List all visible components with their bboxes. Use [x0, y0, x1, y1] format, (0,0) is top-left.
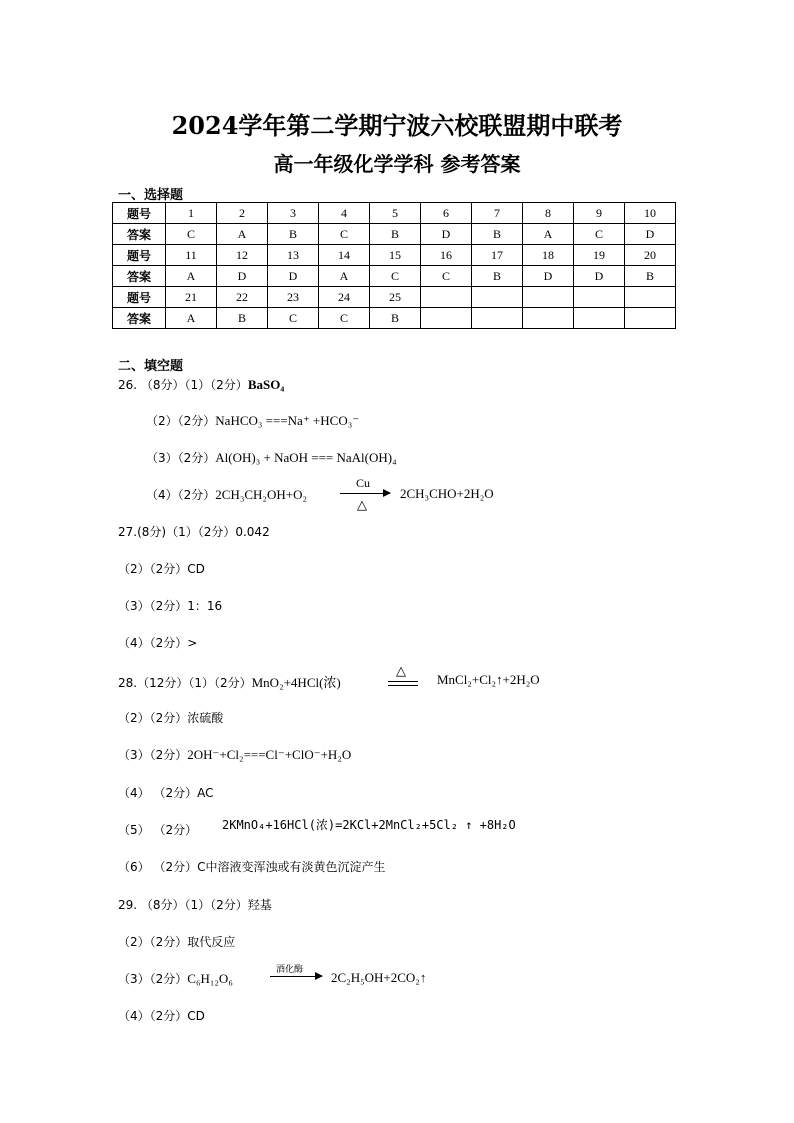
q26-l4-right: 2CH₃CHO+2H₂O	[400, 486, 494, 501]
question-number-cell: 25	[370, 287, 421, 308]
answer-cell: A	[166, 308, 217, 329]
question-number-cell: 19	[574, 245, 625, 266]
q26-l2-equation: NaHCO₃ ===Na⁺ +HCO₃⁻	[215, 413, 360, 428]
q26-answer1: BaSO₄	[247, 377, 285, 392]
page-title: 2024学年第二学期宁波六校联盟期中联考	[171, 111, 623, 140]
answer-cell: B	[217, 308, 268, 329]
question-number-cell: 16	[421, 245, 472, 266]
question-number-cell: 10	[625, 203, 676, 224]
answer-cell: C	[319, 308, 370, 329]
question-number-cell: 11	[166, 245, 217, 266]
answer-cell: C	[268, 308, 319, 329]
section-fill-heading: 二、填空题	[118, 359, 184, 374]
q26-l4-condition-bottom: △	[357, 498, 367, 513]
question-number-cell: 5	[370, 203, 421, 224]
question-number-cell	[421, 287, 472, 308]
row-header-answer: 答案	[113, 308, 166, 329]
answer-cell: D	[625, 224, 676, 245]
answer-cell: C	[421, 266, 472, 287]
page-subtitle: 高一年级化学学科 参考答案	[273, 152, 521, 176]
question-number-cell: 8	[523, 203, 574, 224]
answer-cell: B	[370, 224, 421, 245]
q28-l3-prefix: （3）（2分）	[118, 748, 188, 762]
q28-l1-condition: △	[396, 664, 406, 679]
q28-head: 28.（12分）（1）（2分）	[118, 676, 252, 690]
table-row-question-numbers	[113, 287, 676, 308]
answer-table	[112, 202, 676, 329]
question-number-cell	[574, 287, 625, 308]
answer-cell	[625, 308, 676, 329]
question-number-cell	[472, 287, 523, 308]
row-header-question: 题号	[113, 287, 166, 308]
answer-cell: B	[370, 308, 421, 329]
q26-l4-left: 2CH₃CH₂OH+O₂	[215, 487, 307, 502]
question-number-cell: 15	[370, 245, 421, 266]
answer-cell: A	[319, 266, 370, 287]
q29-line3	[118, 970, 233, 987]
answer-cell: C	[166, 224, 217, 245]
answer-cell: C	[319, 224, 370, 245]
question-number-cell	[625, 287, 676, 308]
answer-cell: D	[523, 266, 574, 287]
q26-line2	[146, 412, 359, 429]
question-number-cell: 20	[625, 245, 676, 266]
question-number-cell: 18	[523, 245, 574, 266]
question-number-cell: 22	[217, 287, 268, 308]
row-header-question: 题号	[113, 203, 166, 224]
question-number-cell: 4	[319, 203, 370, 224]
answer-cell	[523, 308, 574, 329]
question-number-cell: 21	[166, 287, 217, 308]
q29-line2: （2）（2分）取代反应	[118, 935, 236, 949]
q29-l3-condition: 酒化酶	[276, 965, 304, 975]
q27-line1: 27.(8分)（1）（2分）0.042	[118, 525, 270, 539]
answer-cell: A	[523, 224, 574, 245]
row-header-answer: 答案	[113, 266, 166, 287]
q26-l3-prefix: （3）（2分）	[146, 451, 216, 465]
q29-l3-right: 2C₂H₅OH+2CO₂↑	[331, 970, 427, 985]
answer-cell	[472, 308, 523, 329]
q29-l3-left: C₆H₁₂O₆	[187, 971, 233, 986]
q26-line3	[146, 449, 397, 466]
q28-line3	[118, 746, 351, 763]
q28-equal-bar-bottom	[388, 685, 418, 686]
q28-line1	[118, 672, 341, 691]
answer-cell	[421, 308, 472, 329]
q28-l1-right: MnCl₂+Cl₂↑+2H₂O	[437, 672, 540, 687]
answer-cell: D	[268, 266, 319, 287]
question-number-cell: 17	[472, 245, 523, 266]
answer-cell	[574, 308, 625, 329]
answer-cell: B	[472, 266, 523, 287]
section-choice-heading: 一、选择题	[118, 188, 184, 203]
question-number-cell	[523, 287, 574, 308]
question-number-cell: 7	[472, 203, 523, 224]
question-number-cell: 3	[268, 203, 319, 224]
question-number-cell: 24	[319, 287, 370, 308]
q27-line2: （2）（2分）CD	[118, 562, 205, 576]
q28-line4: （4） （2分）AC	[118, 786, 214, 800]
table-row-question-numbers	[113, 245, 676, 266]
question-number-cell: 6	[421, 203, 472, 224]
answer-cell: C	[370, 266, 421, 287]
q27-line4: （4）（2分）>	[118, 636, 198, 650]
q29-line4: （4）（2分）CD	[118, 1009, 205, 1023]
question-number-cell: 23	[268, 287, 319, 308]
q28-equal-bar-top	[388, 681, 418, 682]
table-row-answers	[113, 266, 676, 287]
q29-l3-prefix: （3）（2分）	[118, 972, 188, 986]
table-row-answers	[113, 224, 676, 245]
answer-cell: D	[421, 224, 472, 245]
q28-line6: （6） （2分）C中溶液变浑浊或有淡黄色沉淀产生	[118, 860, 386, 874]
q26-l2-prefix: （2）（2分）	[146, 414, 216, 428]
question-number-cell: 9	[574, 203, 625, 224]
row-header-answer: 答案	[113, 224, 166, 245]
answer-cell: B	[268, 224, 319, 245]
question-number-cell: 1	[166, 203, 217, 224]
q26-l3-equation: Al(OH)₃ + NaOH === NaAl(OH)₄	[215, 450, 397, 465]
answer-cell: C	[574, 224, 625, 245]
answer-cell: A	[166, 266, 217, 287]
q29-line1: 29. （8分）（1）（2分）羟基	[118, 898, 272, 912]
q29-reaction-arrow	[270, 976, 322, 977]
q26-head: 26. （8分）（1）（2分）	[118, 378, 248, 392]
answer-cell: B	[472, 224, 523, 245]
question-number-cell: 13	[268, 245, 319, 266]
question-number-cell: 14	[319, 245, 370, 266]
row-header-question: 题号	[113, 245, 166, 266]
q26-l4-condition-top: Cu	[356, 476, 371, 490]
table-row-answers	[113, 308, 676, 329]
q26-line1	[118, 376, 284, 393]
q28-line2: （2）（2分）浓硫酸	[118, 711, 224, 725]
question-number-cell: 2	[217, 203, 268, 224]
q28-l5-prefix: （5） （2分）	[118, 823, 198, 837]
q26-reaction-arrow	[340, 493, 390, 494]
answer-cell: D	[574, 266, 625, 287]
answer-cell: D	[217, 266, 268, 287]
table-row-question-numbers	[113, 203, 676, 224]
answer-cell: B	[625, 266, 676, 287]
q27-line3: （3）（2分）1：16	[118, 599, 223, 613]
q28-l3-equation: 2OH⁻+Cl₂===Cl⁻+ClO⁻+H₂O	[187, 747, 352, 762]
q28-l5-equation: 2KMnO₄+16HCl(浓)=2KCl+2MnCl₂+5Cl₂ ↑ +8H₂O	[222, 818, 516, 832]
question-number-cell: 12	[217, 245, 268, 266]
answer-cell: A	[217, 224, 268, 245]
q28-line5	[118, 821, 197, 838]
q26-l4-prefix: （4）（2分）	[146, 488, 216, 502]
q26-line4	[146, 486, 307, 503]
q28-l1-left: MnO₂+4HCl(浓)	[251, 675, 341, 690]
